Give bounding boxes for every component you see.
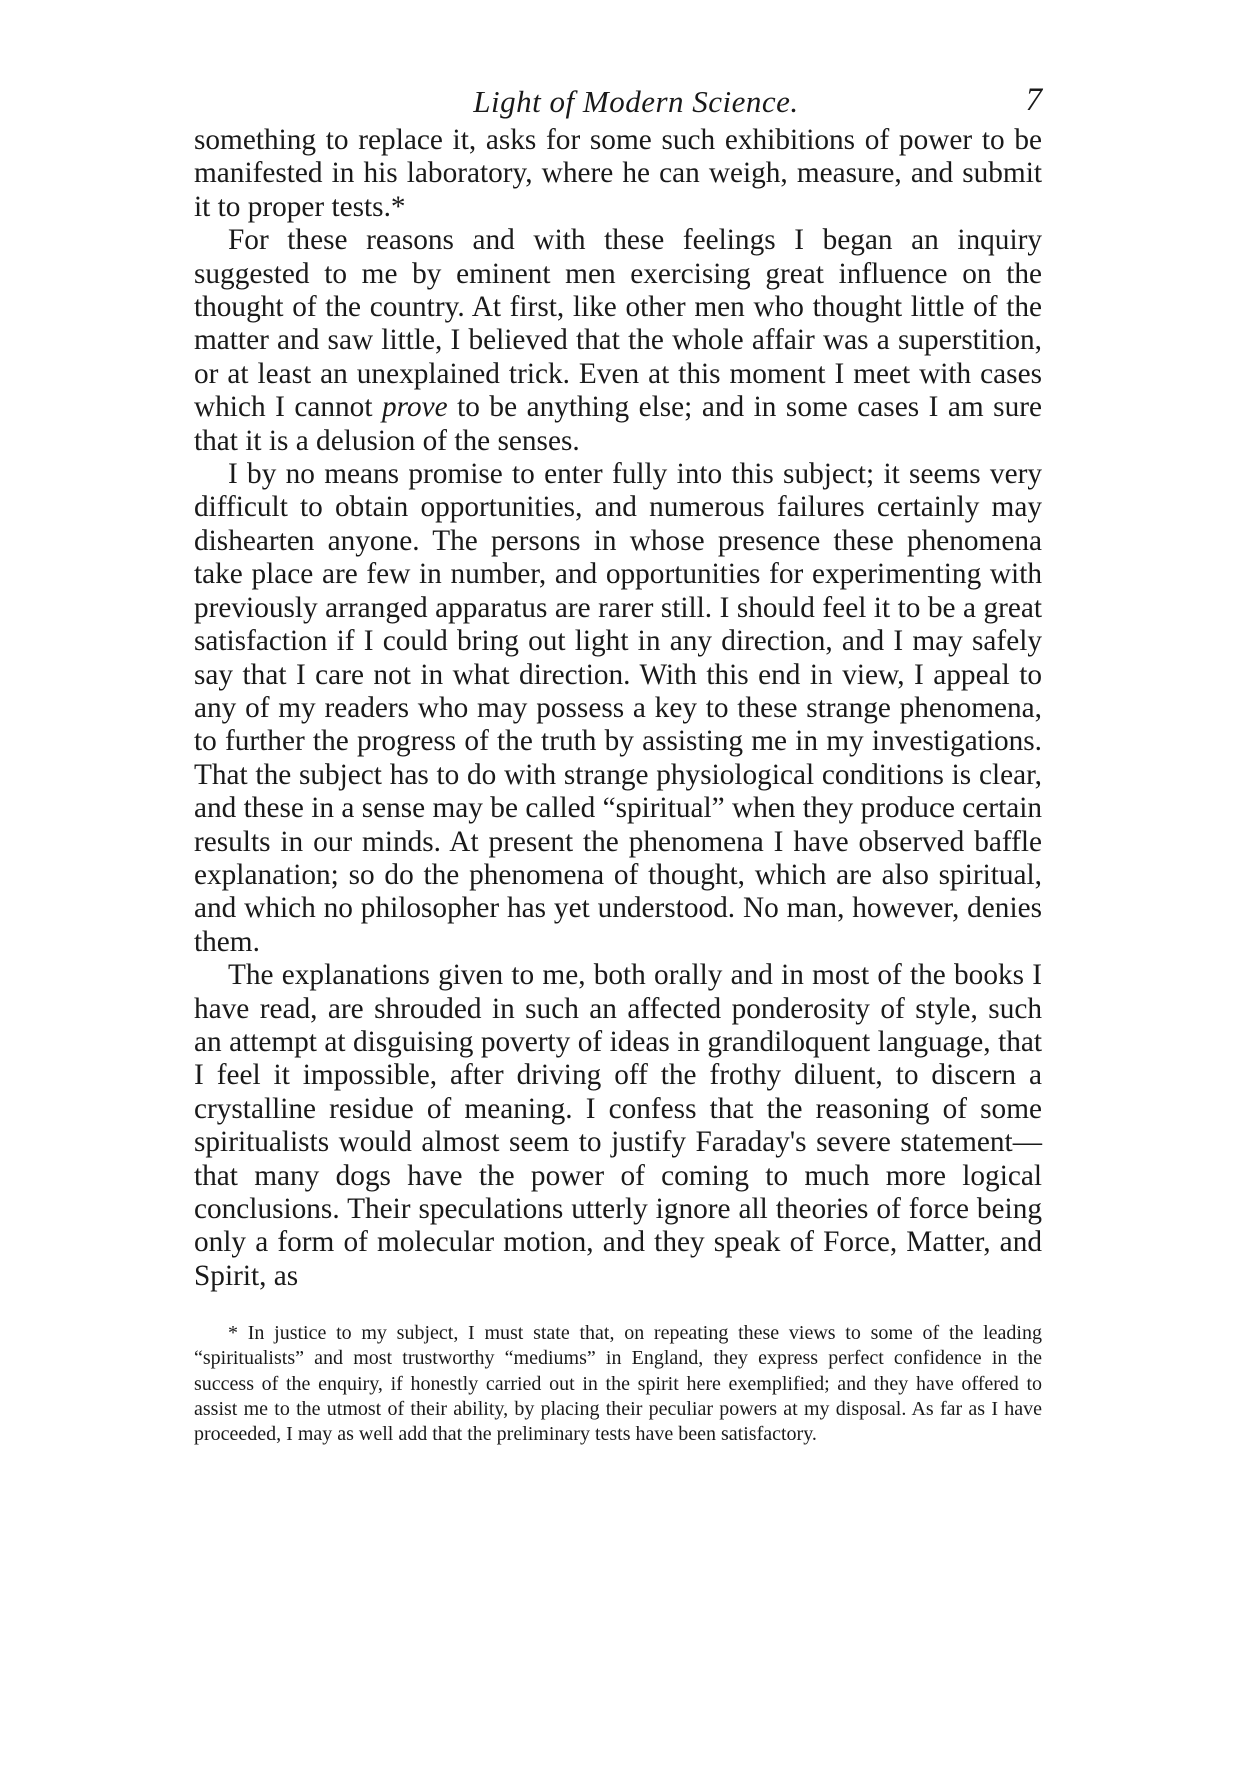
paragraph-continuation: something to replace it, asks for some such exhibitions of power to be manifested in his laboratory, where he can weigh, measure, and submit it to proper tests.* bbox=[194, 124, 1042, 223]
book-page bbox=[194, 78, 1042, 1447]
footnote bbox=[194, 1321, 1042, 1447]
page-number: 7 bbox=[1025, 82, 1042, 118]
running-head bbox=[194, 78, 1042, 122]
running-title: Light of Modern Science. bbox=[473, 84, 799, 119]
paragraph-inquiry-text-b: to be anything else; and in some cases I am sure that it is a delusion of the senses. bbox=[194, 391, 1042, 457]
body-text bbox=[194, 124, 1042, 1293]
paragraph-inquiry bbox=[194, 224, 1042, 458]
paragraph-inquiry-text-a: For these reasons and with these feelings I began an inquiry suggested to me by eminent men exercising great influence on the thought of the country. At first, like other men who thought little of the matter and saw little, I believed that the whole affair was a superstition, or at least an unexplained trick. Even at this moment I meet with cases which I cannot bbox=[194, 224, 1042, 424]
emphasis-prove: prove bbox=[381, 391, 448, 424]
paragraph-promise: I by no means promise to enter fully into this subject; it seems very difficult to obtain opportunities, and numerous failures certainly may dishearten anyone. The persons in whose presence these phenomena take place are few in number, and opportunities for experimenting with previously arranged apparatus are rarer still. I should feel it to be a great satisfaction if I could bring out light in any direction, and I may safely say that I care not in what direction. With this end in view, I appeal to any of my readers who may possess a key to these strange phenomena, to further the progress of the truth by assisting me in my investigations. That the subject has to do with strange physiological conditions is clear, and these in a sense may be called “spiritual” when they produce certain results in our minds. At present the phenomena I have observed baffle explanation; so do the phenomena of thought, which are also spiritual, and which no philosopher has yet understood. No man, however, denies them. bbox=[194, 458, 1042, 958]
paragraph-explanations: The explanations given to me, both orally and in most of the books I have read, are shrouded in such an affected ponderosity of style, such an attempt at disguising poverty of ideas in grandiloquent language, that I feel it impossible, after driving off the frothy diluent, to discern a crystalline residue of meaning. I confess that the reasoning of some spiritualists would almost seem to justify Faraday's severe statement—that many dogs have the power of coming to much more logical conclusions. Their speculations utterly ignore all theories of force being only a form of molecular motion, and they speak of Force, Matter, and Spirit, as bbox=[194, 959, 1042, 1292]
footnote-text: * In justice to my subject, I must state that, on repeating these views to some of the leading “spiritualists” and most trustworthy “mediums” in England, they express perfect confidence in the success of the enquiry, if honestly carried out in the spirit here exemplified; and they have offered to assist me to the utmost of their ability, by placing their peculiar powers at my disposal. As far as I have proceeded, I may as well add that the preliminary tests have been satisfactory. bbox=[194, 1322, 1042, 1446]
